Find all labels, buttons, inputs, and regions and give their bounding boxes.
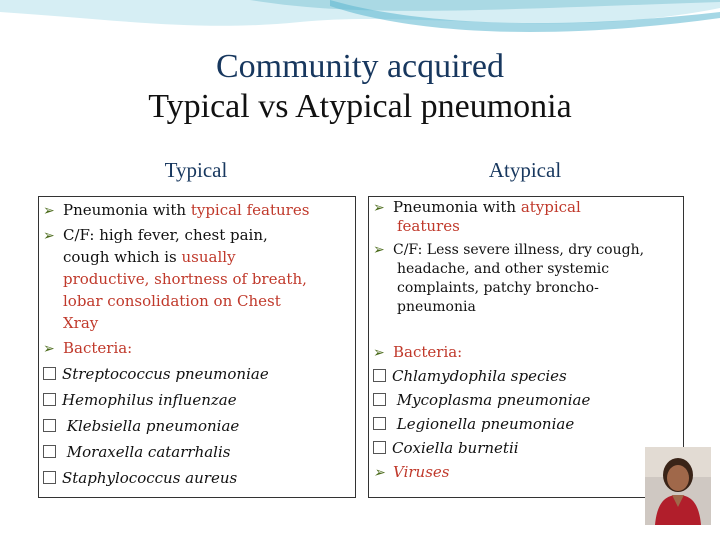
typical-item-cf-line1 — [43, 224, 268, 247]
atypical-heading: Atypical — [488, 158, 562, 182]
typical-organism — [43, 415, 239, 437]
atypical-viruses-label — [373, 462, 449, 483]
typical-bacteria-text: Bacteria: — [63, 339, 133, 357]
atypical-organism — [373, 414, 574, 434]
typical-organism — [43, 441, 230, 463]
presenter-photo — [645, 447, 711, 525]
organism-name: Klebsiella pneumoniae — [62, 417, 240, 435]
atypical-item1-line2: features — [397, 217, 460, 235]
typical-organism — [43, 363, 269, 385]
atypical-cf-line4: pneumonia — [397, 299, 476, 315]
square-bullet-icon — [43, 471, 56, 484]
organism-name: Hemophilus influenzae — [62, 391, 237, 409]
arrow-bullet-icon: ➢ — [373, 242, 385, 258]
arrow-bullet-icon: ➢ — [373, 200, 385, 216]
organism-name: Staphylococcus aureus — [62, 469, 238, 487]
square-bullet-icon — [373, 417, 386, 430]
arrow-bullet-icon: ➢ — [43, 228, 55, 244]
typical-item1-highlight: typical features — [190, 201, 310, 219]
square-bullet-icon — [43, 445, 56, 458]
typical-cf-line2 — [63, 246, 236, 268]
typical-heading: Typical — [164, 158, 228, 182]
organism-name: Coxiella burnetii — [392, 439, 519, 457]
square-bullet-icon — [373, 441, 386, 454]
typical-cf-line5: Xray — [63, 314, 99, 332]
arrow-bullet-icon: ➢ — [373, 465, 385, 481]
slide-title-line2: Typical vs Atypical pneumonia — [148, 88, 572, 125]
typical-cf-line2-text: cough which is — [63, 248, 182, 266]
atypical-item-cf-line1 — [373, 240, 644, 260]
slide-title-line1: Community acquired — [215, 48, 504, 85]
organism-name: Mycoplasma pneumoniae — [392, 391, 591, 409]
typical-cf-usually: usually — [181, 248, 236, 266]
square-bullet-icon — [43, 393, 56, 406]
atypical-item1-text: Pneumonia with — [393, 198, 521, 216]
atypical-box — [368, 196, 684, 498]
typical-cf-text: C/F: high fever, chest pain, — [63, 226, 268, 244]
arrow-bullet-icon: ➢ — [43, 341, 55, 357]
organism-name: Chlamydophila species — [392, 367, 567, 385]
atypical-organism — [373, 438, 519, 458]
organism-name: Legionella pneumoniae — [392, 415, 575, 433]
square-bullet-icon — [373, 393, 386, 406]
atypical-organism — [373, 366, 567, 386]
atypical-cf-line2: headache, and other systemic — [397, 261, 610, 277]
atypical-cf-line3: complaints, patchy broncho- — [397, 280, 599, 296]
arrow-bullet-icon: ➢ — [43, 203, 55, 219]
typical-item1-text: Pneumonia with — [63, 201, 191, 219]
atypical-item1-highlight: atypical — [520, 198, 581, 216]
typical-organism — [43, 467, 237, 489]
atypical-bacteria-text: Bacteria: — [393, 343, 463, 361]
square-bullet-icon — [373, 369, 386, 382]
typical-cf-line4: lobar consolidation on Chest — [63, 292, 281, 310]
arrow-bullet-icon: ➢ — [373, 345, 385, 361]
organism-name: Moraxella catarrhalis — [62, 443, 231, 461]
atypical-cf-text: C/F: Less severe illness, dry cough, — [393, 242, 645, 258]
square-bullet-icon — [43, 419, 56, 432]
atypical-bacteria-label — [373, 342, 462, 363]
typical-organism — [43, 389, 237, 411]
typical-item-features — [43, 199, 309, 222]
typical-bacteria-label — [43, 337, 132, 360]
square-bullet-icon — [43, 367, 56, 380]
atypical-organism — [373, 390, 590, 410]
typical-box — [38, 196, 356, 498]
organism-name: Streptococcus pneumoniae — [62, 365, 269, 383]
atypical-viruses-text: Viruses — [393, 463, 450, 481]
atypical-item-features — [373, 197, 581, 218]
typical-cf-line3: productive, shortness of breath, — [63, 270, 307, 288]
